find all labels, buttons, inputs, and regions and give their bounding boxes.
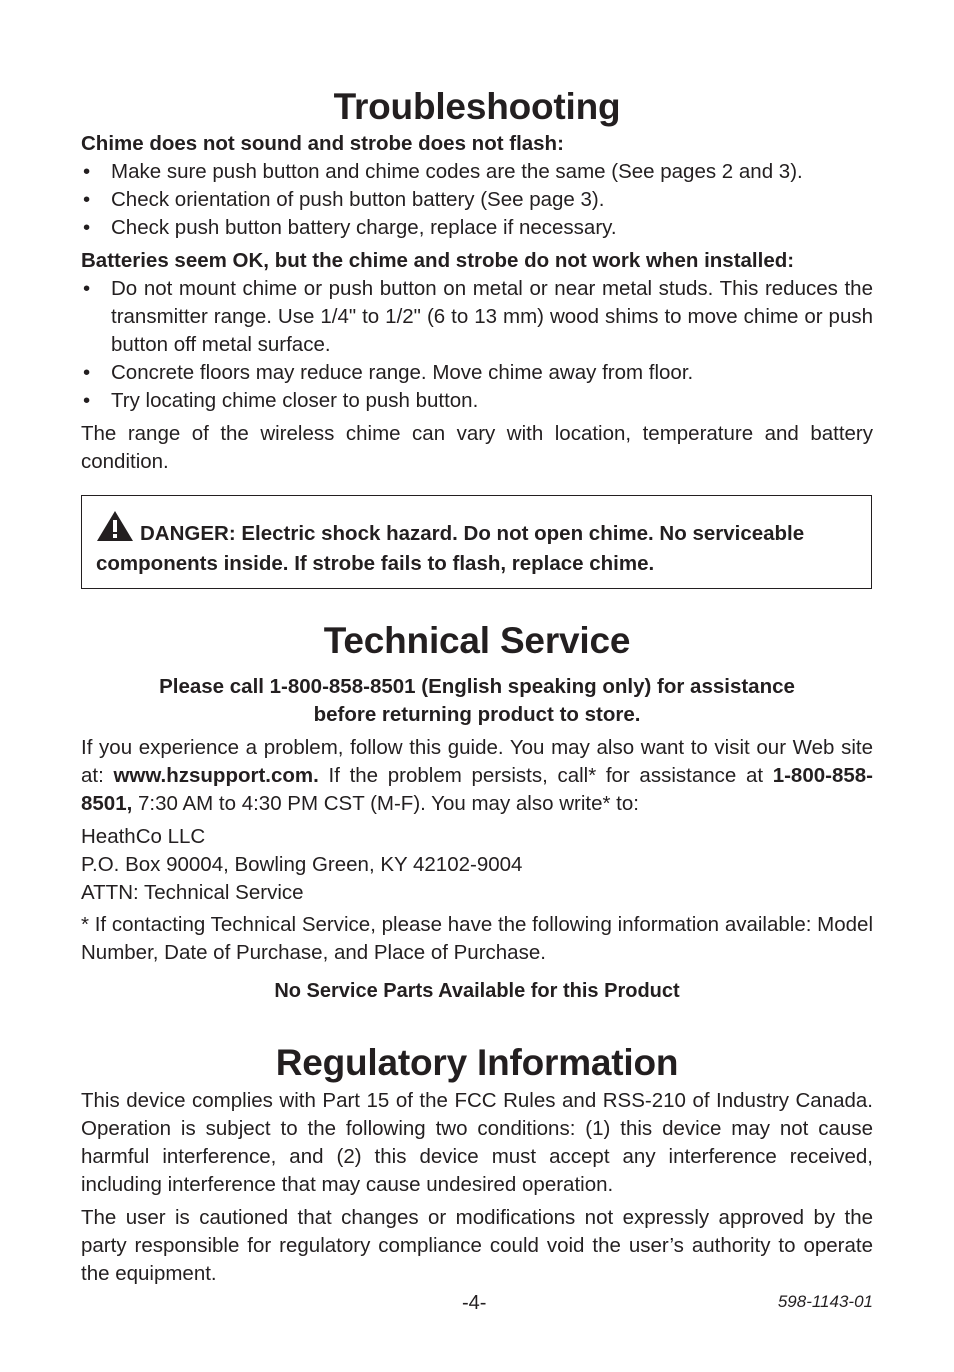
list-item-text: Concrete floors may reduce range. Move chime away from floor. xyxy=(111,361,694,384)
warning-triangle-icon xyxy=(96,510,134,550)
danger-warning-box xyxy=(81,495,872,589)
address-line: P.O. Box 90004, Bowling Green, KY 42102-9004 xyxy=(81,853,523,876)
list-item xyxy=(81,275,873,359)
section2-heading: Batteries seem OK, but the chime and strobe do not work when installed: xyxy=(81,249,795,272)
section1-heading: Chime does not sound and strobe does not flash: xyxy=(81,132,564,155)
mailing-address xyxy=(81,823,873,907)
contact-note: * If contacting Technical Service, please have the following information available: Model Number, Date of Purchase, and Place of Purchase. xyxy=(81,913,873,964)
bullet: • xyxy=(83,389,91,412)
technical-service-title: Technical Service xyxy=(323,620,631,661)
troubleshooting-section xyxy=(81,86,873,128)
page-number: -4- xyxy=(462,1292,487,1314)
bullet: • xyxy=(83,160,91,183)
section1-list xyxy=(81,158,873,242)
address-line: HeathCo LLC xyxy=(81,825,206,848)
technical-service-section xyxy=(81,620,873,1005)
section2-list xyxy=(81,275,873,415)
regulatory-paragraph-1: This device complies with Part 15 of the FCC Rules and RSS-210 of Industry Canada. Operation is subject to the following two conditions: (1) this device may not cause harmful interference, and (2) this device must accept any interference received, including interference that may cause undesired operation. xyxy=(81,1089,873,1196)
contact-paragraph xyxy=(81,734,873,818)
list-item-text: Do not mount chime or push button on metal or near metal studs. This reduces the transmitter range. Use 1/4" to 1/2" (6 to 13 mm) wood shims to move chime or push button off metal surface. xyxy=(111,277,873,356)
range-note: The range of the wireless chime can vary with location, temperature and battery condition. xyxy=(81,422,873,473)
regulatory-section xyxy=(81,1042,873,1288)
troubleshooting-body xyxy=(81,130,873,476)
regulatory-title: Regulatory Information xyxy=(275,1042,679,1083)
troubleshooting-title: Troubleshooting xyxy=(333,86,621,127)
list-item-text: Check push button battery charge, replace if necessary. xyxy=(111,216,617,239)
danger-text: DANGER: Electric shock hazard. Do not open chime. No serviceable components inside. If strobe fails to flash, replace chime. xyxy=(96,522,805,575)
address-line: ATTN: Technical Service xyxy=(81,881,304,904)
contact-text-1: If you experience a problem, follow this guide. You may also want to visit our Web site at: xyxy=(81,736,873,787)
call-line-1: Please call 1-800-858-8501 (English speaking only) for assistance xyxy=(159,675,795,698)
contact-text-2: If the problem persists, call* for assistance at xyxy=(318,764,773,787)
no-service-parts: No Service Parts Available for this Product xyxy=(274,980,680,1002)
phone-number: 1-800-858-8501, xyxy=(81,764,873,815)
bullet: • xyxy=(83,188,91,211)
list-item-text: Check orientation of push button battery (See page 3). xyxy=(111,188,605,211)
regulatory-paragraph-2: The user is cautioned that changes or modifications not expressly approved by the party responsible for regulatory compliance could void the user’s authority to operate the equipment. xyxy=(81,1206,873,1285)
list-item-text: Try locating chime closer to push button. xyxy=(111,389,479,412)
website-link[interactable]: www.hzsupport.com. xyxy=(113,764,319,787)
document-code: 598-1143-01 xyxy=(777,1292,873,1311)
contact-text-3: 7:30 AM to 4:30 PM CST (M-F). You may also write* to: xyxy=(132,792,639,815)
call-notice xyxy=(81,673,873,729)
list-item xyxy=(81,158,873,186)
bullet: • xyxy=(83,277,91,300)
list-item xyxy=(81,214,873,242)
call-line-2: before returning product to store. xyxy=(313,703,641,726)
bullet: • xyxy=(83,361,91,384)
bullet: • xyxy=(83,216,91,239)
list-item xyxy=(81,387,873,415)
list-item-text: Make sure push button and chime codes are the same (See pages 2 and 3). xyxy=(111,160,803,183)
list-item xyxy=(81,359,873,387)
list-item xyxy=(81,186,873,214)
